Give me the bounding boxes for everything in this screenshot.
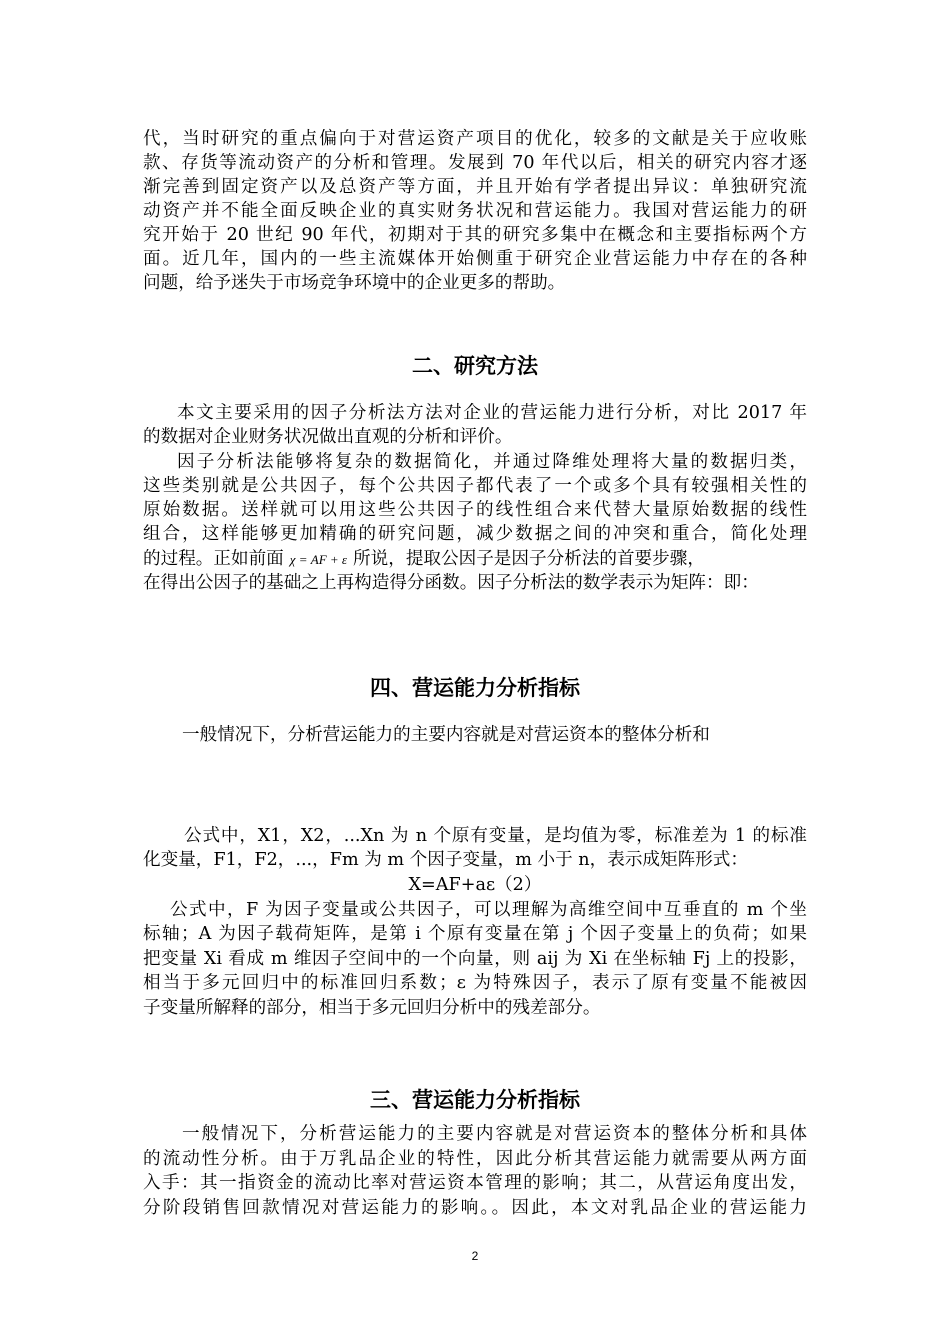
body-text-segment: 所说，提取公因子是因子分析法的首要步骤， — [353, 549, 705, 569]
body-text-line: 一般情况下，分析营运能力的主要内容就是对营运资本的整体分析和具体 — [182, 1124, 807, 1144]
body-text-line: 相当于多元回归中的标准回归系数；ε 为特殊因子，表示了原有变量不能被因 — [143, 973, 807, 993]
body-text-line: 的流动性分析。由于万乳品企业的特性，因此分析其营运能力就需要从两方面 — [143, 1149, 807, 1169]
body-text-line: 分阶段销售回款情况对营运能力的影响。。因此，本文对乳品企业的营运能力 — [143, 1198, 807, 1218]
section-heading-research-method: 二、研究方法 — [412, 354, 538, 378]
body-text-line: 组合，这样能够更加精确的研究问题，减少数据之间的冲突和重合，简化处理 — [143, 524, 807, 544]
body-text-line: 款、存货等流动资产的分析和管理。发展到 70 年代以后，相关的研究内容才逐 — [143, 153, 807, 173]
body-text-line: 原始数据。送样就可以用这些公共因子的线性组合来代替大量原始数据的线性 — [143, 500, 807, 520]
body-text-line: 渐完善到固定资产以及总资产等方面，并且开始有学者提出异议：单独研究流 — [143, 177, 807, 197]
body-text-line: 公式中，X1，X2，...Xn 为 n 个原有变量，是均值为零，标准差为 1 的标准 — [184, 826, 807, 846]
body-text-line: 本文主要采用的因子分析法方法对企业的营运能力进行分析，对比 2017 年 — [177, 403, 807, 423]
page-number: 2 — [471, 1249, 479, 1263]
body-text-line: 化变量，F1，F2，...，Fm 为 m 个因子变量，m 小于 n，表示成矩阵形式： — [143, 850, 748, 870]
body-text-line — [143, 547, 807, 572]
inline-formula: χ = AF + ε — [289, 552, 348, 567]
body-text-line: 把变量 Xi 看成 m 维因子空间中的一个向量，则 aij 为 Xi 在坐标轴 Fj 上的投影， — [143, 949, 807, 969]
section-heading-operating-indicators-4: 四、营运能力分析指标 — [370, 676, 580, 700]
body-text-line: 子变量所解释的部分，相当于多元回归分析中的残差部分。 — [143, 998, 601, 1018]
body-text-line: 公式中，F 为因子变量或公共因子，可以理解为高维空间中互垂直的 m 个坐 — [170, 900, 807, 920]
body-text-line: 究开始于 20 世纪 90 年代，初期对于其的研究多集中在概念和主要指标两个方 — [143, 225, 807, 245]
section-heading-operating-indicators-3: 三、营运能力分析指标 — [370, 1088, 580, 1112]
formula-2: X=AF+aε（2） — [408, 875, 542, 895]
body-text-line: 的数据对企业财务状况做出直观的分析和评价。 — [143, 427, 513, 447]
body-text-line: 因子分析法能够将复杂的数据简化，并通过降维处理将大量的数据归类， — [177, 452, 807, 472]
body-text-line: 面。近几年，国内的一些主流媒体开始侧重于研究企业营运能力中存在的各种 — [143, 249, 807, 269]
body-text-line: 动资产并不能全面反映企业的真实财务状况和营运能力。我国对营运能力的研 — [143, 201, 807, 221]
body-text-line: 问题，给予迷失于市场竞争环境中的企业更多的帮助。 — [143, 273, 566, 293]
body-text-segment: 的过程。正如前面 — [143, 549, 284, 569]
body-text-line: 代，当时研究的重点偏向于对营运资产项目的优化，较多的文献是关于应收账 — [143, 129, 807, 149]
body-text-line: 入手：其一指资金的流动比率对营运资本管理的影响；其二，从营运角度出发， — [143, 1173, 807, 1193]
body-text-line: 这些类别就是公共因子，每个公共因子都代表了一个或多个具有较强相关性的 — [143, 476, 807, 496]
body-text-line: 标轴；A 为因子载荷矩阵，是第 i 个原有变量在第 j 个因子变量上的负荷；如果 — [143, 924, 807, 944]
body-text-line: 在得出公因子的基础之上再构造得分函数。因子分析法的数学表示为矩阵：即： — [143, 573, 759, 593]
body-text-line: 一般情况下，分析营运能力的主要内容就是对营运资本的整体分析和 — [182, 725, 710, 745]
